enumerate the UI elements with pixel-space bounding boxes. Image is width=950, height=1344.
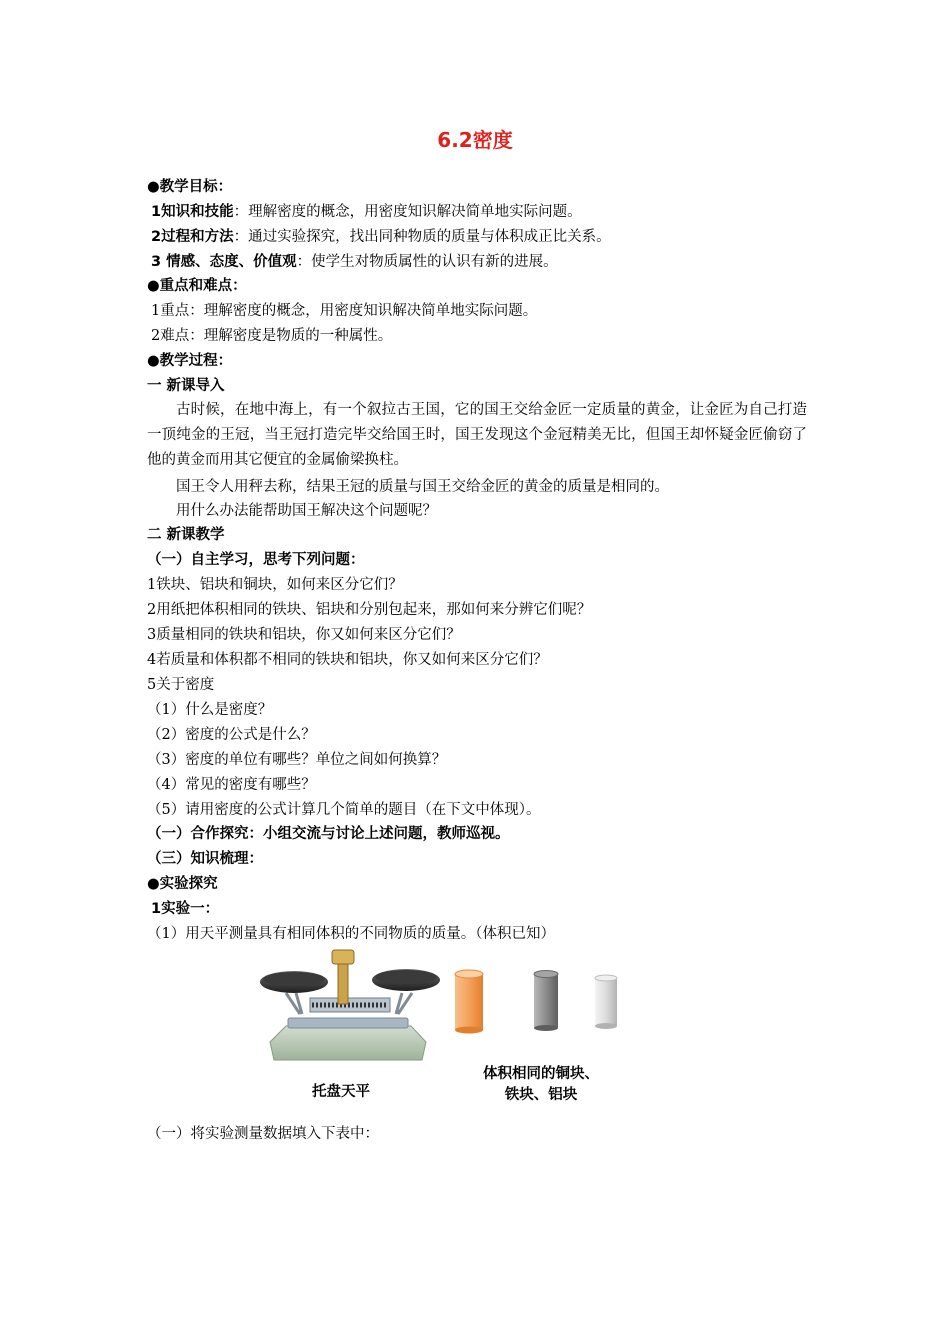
section-intro: 一 新课导入: [147, 378, 225, 394]
experiment-1-label: 1实验一：: [151, 901, 220, 917]
question-item: （3）密度的单位有哪些？单位之间如何换算？: [147, 752, 447, 768]
goal-label: 1知识和技能: [151, 204, 234, 220]
iron-cylinder: [534, 971, 558, 1032]
goal-item-1: [151, 202, 582, 222]
copper-cylinder: [455, 970, 483, 1034]
question-item: 5关于密度: [147, 677, 215, 693]
question-item: （2）密度的公式是什么？: [147, 727, 316, 743]
story-line-3: 用什么办法能帮助国王解决这个问题呢？: [176, 503, 437, 519]
sub-cooperative: （一）合作探究：小组交流与讨论上述问题，教师巡视。: [147, 826, 510, 842]
balance-caption: 托盘天平: [312, 1084, 370, 1100]
story-line-2: 国王令人用秤去称，结果王冠的质量与国王交给金匠的黄金的质量是相同的。: [176, 479, 669, 495]
question-item: （4）常见的密度有哪些？: [147, 777, 316, 793]
goal-item-2: [151, 227, 611, 247]
question-item: （5）请用密度的公式计算几个简单的题目（在下文中体现）。: [147, 802, 541, 818]
page-title: 6.2密度: [437, 128, 513, 152]
question-item: 1铁块、铝块和铜块，如何来区分它们？: [147, 577, 403, 593]
aluminum-cylinder: [595, 975, 617, 1029]
difficult-point: 2难点：理解密度是物质的一种属性。: [151, 328, 393, 344]
experiment-heading: ●实验探究: [147, 876, 218, 892]
blocks-caption-line-1: 体积相同的铜块、: [483, 1066, 599, 1082]
goal-text: ：使学生对物质属性的认识有新的进展。: [296, 254, 558, 270]
blocks-caption-line-2: 铁块、铝块: [504, 1087, 578, 1103]
question-item: 2用纸把体积相同的铁块、铝块和分别包起来，那如何来分辨它们呢？: [147, 602, 592, 618]
sub-summary: （三）知识梳理：: [147, 851, 263, 867]
experiment-1-step: （1）用天平测量具有相同体积的不同物质的质量。（体积已知）: [147, 926, 555, 942]
goals-heading: ●教学目标：: [147, 179, 233, 195]
story-paragraph: 古时候，在地中海上，有一个叙拉古王国，它的国王交给金匠一定质量的黄金，让金匠为自己打造一顶纯金的王冠，当王冠打造完毕交给国王时，国王发现这个金冠精美无比，但国王却怀疑金匠偷窃了他的黄金而用其它便宜的金属偷梁换柱。: [147, 402, 807, 468]
sub-self-study: （一）自主学习，思考下列问题：: [147, 552, 365, 568]
question-item: （1）什么是密度？: [147, 702, 273, 718]
key-points-heading: ●重点和难点：: [147, 278, 247, 294]
goal-label: 2过程和方法: [151, 229, 234, 245]
balance-illustration: [256, 948, 441, 1066]
goal-text: ：理解密度的概念，用密度知识解决简单地实际问题。: [233, 204, 582, 220]
section-teaching: 二 新课教学: [147, 527, 225, 543]
goal-text: ：通过实验探究，找出同种物质的质量与体积成正比关系。: [233, 229, 611, 245]
goal-label: 3 情感、态度、价值观: [151, 254, 297, 270]
process-heading: ●教学过程：: [147, 353, 233, 369]
table-instruction: （一）将实验测量数据填入下表中：: [147, 1126, 379, 1142]
goal-item-3: [151, 252, 558, 272]
question-item: 3质量相同的铁块和铝块，你又如何来区分它们？: [147, 627, 461, 643]
question-item: 4若质量和体积都不相同的铁块和铝块，你又如何来区分它们？: [147, 652, 548, 668]
key-point: 1重点：理解密度的概念，用密度知识解决简单地实际问题。: [151, 303, 538, 319]
metal-blocks-illustration: [452, 968, 624, 1034]
